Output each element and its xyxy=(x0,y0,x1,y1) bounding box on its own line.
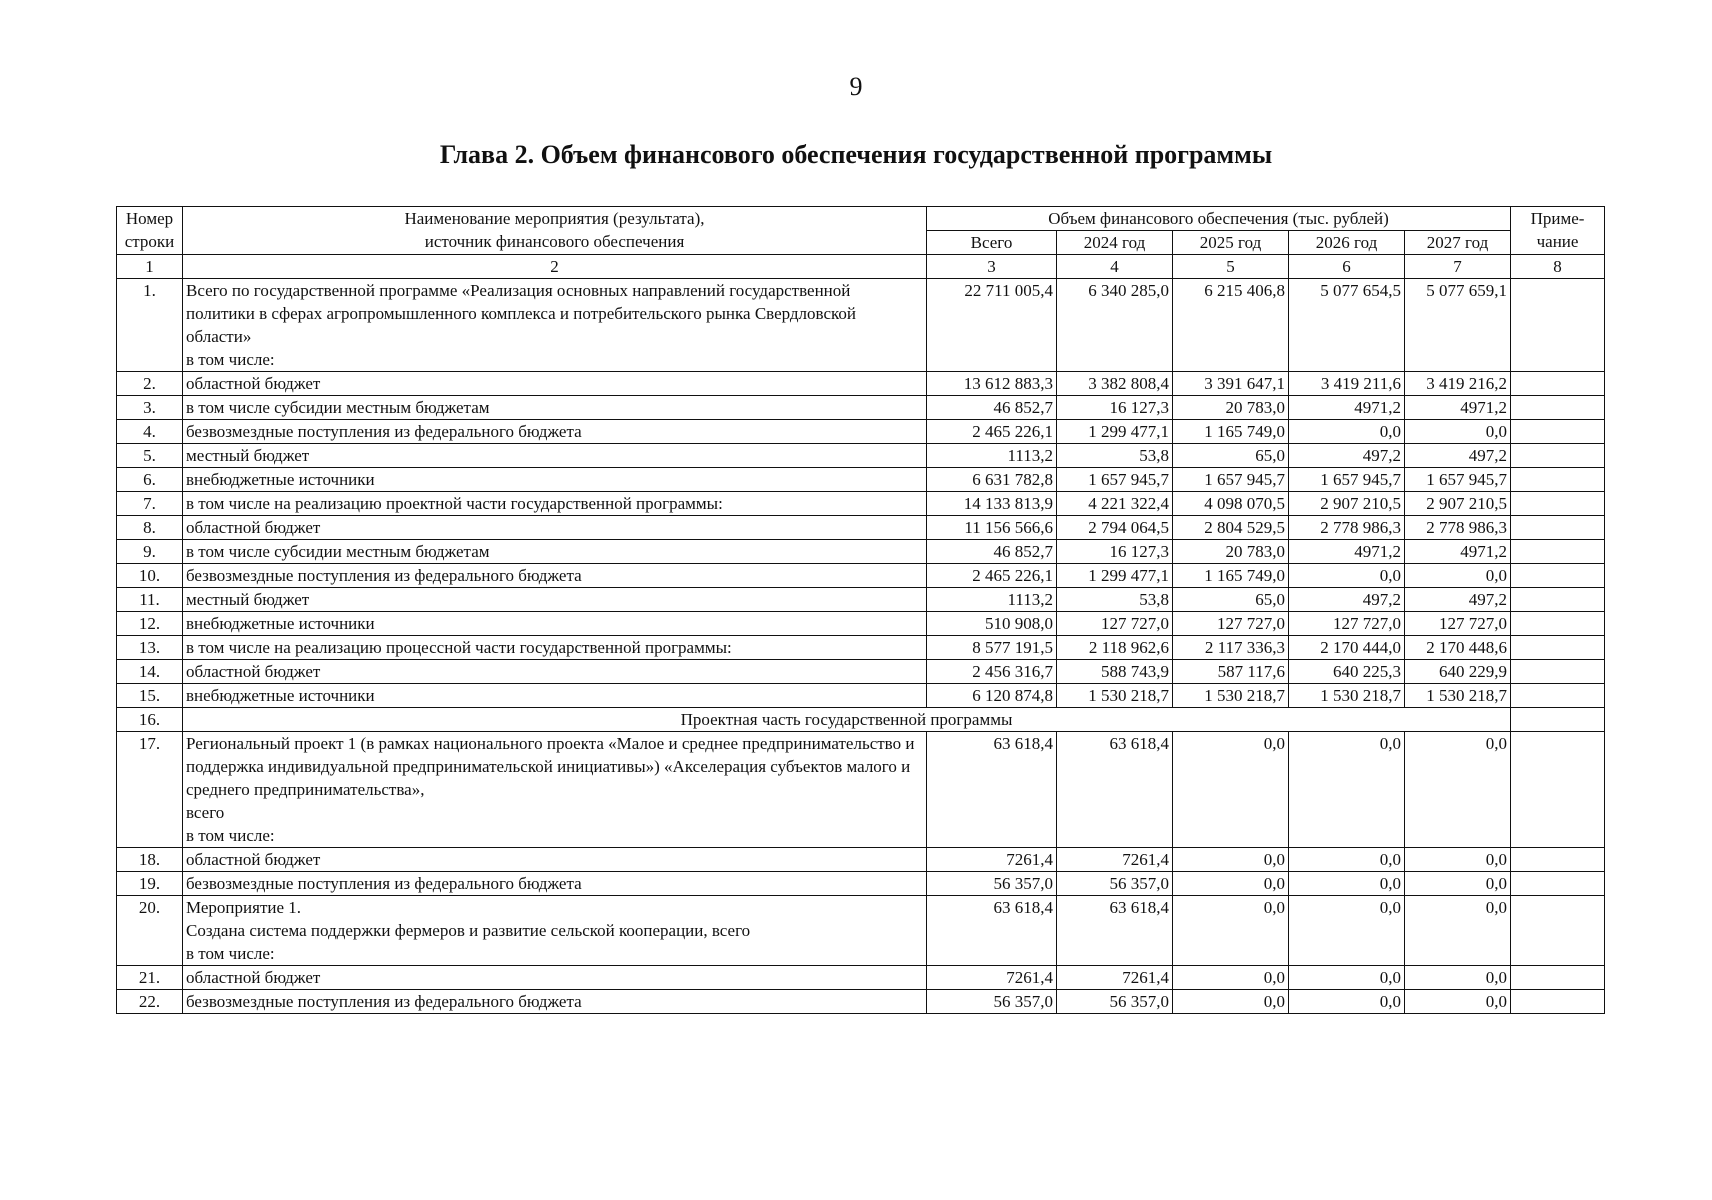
year-2026-cell: 127 727,0 xyxy=(1289,612,1405,636)
header-2024: 2024 год xyxy=(1057,231,1173,255)
row-name-cell: областной бюджет xyxy=(183,516,927,540)
row-name-cell: Региональный проект 1 (в рамках национального проекта «Малое и среднее предпринимательство и поддержка индивидуальной предпринимательской инициативы») «Акселерация субъектов малого и среднего предпринимательства», всего в том числе: xyxy=(183,732,927,848)
table-row xyxy=(117,872,1605,896)
year-2026-cell: 0,0 xyxy=(1289,848,1405,872)
year-2025-cell: 6 215 406,8 xyxy=(1173,279,1289,372)
table-row xyxy=(117,896,1605,966)
note-cell xyxy=(1511,990,1605,1014)
row-number-cell: 2. xyxy=(117,372,183,396)
year-2027-cell: 1 657 945,7 xyxy=(1405,468,1511,492)
year-2024-cell: 2 118 962,6 xyxy=(1057,636,1173,660)
header-note: Приме- чание xyxy=(1511,207,1605,255)
note-cell xyxy=(1511,279,1605,372)
year-2026-cell: 2 907 210,5 xyxy=(1289,492,1405,516)
row-name-cell: безвозмездные поступления из федерального бюджета xyxy=(183,990,927,1014)
row-name-cell: безвозмездные поступления из федерального бюджета xyxy=(183,872,927,896)
table-row xyxy=(117,540,1605,564)
note-cell xyxy=(1511,872,1605,896)
year-2025-cell: 1 657 945,7 xyxy=(1173,468,1289,492)
total-cell: 56 357,0 xyxy=(927,990,1057,1014)
row-name-cell: внебюджетные источники xyxy=(183,612,927,636)
year-2027-cell: 2 778 986,3 xyxy=(1405,516,1511,540)
total-cell: 7261,4 xyxy=(927,966,1057,990)
note-cell xyxy=(1511,612,1605,636)
row-number-cell: 9. xyxy=(117,540,183,564)
year-2027-cell: 127 727,0 xyxy=(1405,612,1511,636)
year-2024-cell: 1 299 477,1 xyxy=(1057,564,1173,588)
page-number: 9 xyxy=(849,72,863,101)
row-name-cell: Всего по государственной программе «Реализация основных направлений государственной политики в сферах агропромышленного комплекса и потребительского рынка Свердловской области» в том числе: xyxy=(183,279,927,372)
year-2027-cell: 497,2 xyxy=(1405,588,1511,612)
note-cell xyxy=(1511,684,1605,708)
note-cell xyxy=(1511,468,1605,492)
year-2026-cell: 2 778 986,3 xyxy=(1289,516,1405,540)
year-2027-cell: 0,0 xyxy=(1405,564,1511,588)
year-2026-cell: 4971,2 xyxy=(1289,540,1405,564)
header-2026: 2026 год xyxy=(1289,231,1405,255)
note-cell xyxy=(1511,396,1605,420)
note-cell xyxy=(1511,492,1605,516)
table-row xyxy=(117,636,1605,660)
year-2025-cell: 1 165 749,0 xyxy=(1173,564,1289,588)
year-2024-cell: 53,8 xyxy=(1057,444,1173,468)
total-cell: 1113,2 xyxy=(927,444,1057,468)
section-title: Проектная часть государственной программы xyxy=(183,708,1511,732)
note-cell xyxy=(1511,540,1605,564)
column-number: 7 xyxy=(1405,255,1511,279)
year-2025-cell: 4 098 070,5 xyxy=(1173,492,1289,516)
table-row xyxy=(117,372,1605,396)
year-2025-cell: 127 727,0 xyxy=(1173,612,1289,636)
year-2027-cell: 2 907 210,5 xyxy=(1405,492,1511,516)
year-2024-cell: 1 299 477,1 xyxy=(1057,420,1173,444)
header-total: Всего xyxy=(927,231,1057,255)
year-2026-cell: 640 225,3 xyxy=(1289,660,1405,684)
table-row xyxy=(117,516,1605,540)
year-2024-cell: 16 127,3 xyxy=(1057,540,1173,564)
note-cell xyxy=(1511,372,1605,396)
year-2025-cell: 587 117,6 xyxy=(1173,660,1289,684)
note-cell xyxy=(1511,708,1605,732)
row-number-cell: 12. xyxy=(117,612,183,636)
column-number: 6 xyxy=(1289,255,1405,279)
row-number-cell: 16. xyxy=(117,708,183,732)
column-number-row xyxy=(117,255,1605,279)
year-2027-cell: 0,0 xyxy=(1405,732,1511,848)
year-2024-cell: 7261,4 xyxy=(1057,848,1173,872)
table-row xyxy=(117,564,1605,588)
year-2024-cell: 4 221 322,4 xyxy=(1057,492,1173,516)
year-2024-cell: 56 357,0 xyxy=(1057,872,1173,896)
year-2026-cell: 2 170 444,0 xyxy=(1289,636,1405,660)
row-number-cell: 17. xyxy=(117,732,183,848)
table-row xyxy=(117,588,1605,612)
header-row-number: Номер строки xyxy=(117,207,183,255)
row-number-cell: 15. xyxy=(117,684,183,708)
year-2027-cell: 0,0 xyxy=(1405,966,1511,990)
year-2027-cell: 4971,2 xyxy=(1405,396,1511,420)
section-row xyxy=(117,708,1605,732)
year-2025-cell: 0,0 xyxy=(1173,896,1289,966)
note-cell xyxy=(1511,636,1605,660)
row-number-cell: 19. xyxy=(117,872,183,896)
year-2027-cell: 0,0 xyxy=(1405,848,1511,872)
header-2025: 2025 год xyxy=(1173,231,1289,255)
total-cell: 2 465 226,1 xyxy=(927,420,1057,444)
year-2026-cell: 5 077 654,5 xyxy=(1289,279,1405,372)
row-name-cell: областной бюджет xyxy=(183,966,927,990)
table-row xyxy=(117,660,1605,684)
total-cell: 6 631 782,8 xyxy=(927,468,1057,492)
total-cell: 13 612 883,3 xyxy=(927,372,1057,396)
row-name-cell: безвозмездные поступления из федерального бюджета xyxy=(183,564,927,588)
year-2026-cell: 497,2 xyxy=(1289,588,1405,612)
year-2027-cell: 0,0 xyxy=(1405,872,1511,896)
header-volume-group: Объем финансового обеспечения (тыс. рублей) xyxy=(927,207,1511,231)
note-cell xyxy=(1511,516,1605,540)
row-name-cell: местный бюджет xyxy=(183,588,927,612)
note-cell xyxy=(1511,660,1605,684)
row-number-cell: 11. xyxy=(117,588,183,612)
row-number-cell: 5. xyxy=(117,444,183,468)
total-cell: 46 852,7 xyxy=(927,396,1057,420)
year-2024-cell: 1 657 945,7 xyxy=(1057,468,1173,492)
table-row xyxy=(117,444,1605,468)
row-name-cell: областной бюджет xyxy=(183,372,927,396)
note-cell xyxy=(1511,588,1605,612)
financing-table xyxy=(116,206,1605,1014)
year-2024-cell: 3 382 808,4 xyxy=(1057,372,1173,396)
table-row xyxy=(117,966,1605,990)
year-2026-cell: 0,0 xyxy=(1289,564,1405,588)
total-cell: 510 908,0 xyxy=(927,612,1057,636)
table-row xyxy=(117,848,1605,872)
total-cell: 1113,2 xyxy=(927,588,1057,612)
year-2026-cell: 497,2 xyxy=(1289,444,1405,468)
year-2025-cell: 65,0 xyxy=(1173,588,1289,612)
total-cell: 63 618,4 xyxy=(927,896,1057,966)
row-number-cell: 7. xyxy=(117,492,183,516)
note-cell xyxy=(1511,420,1605,444)
table-row xyxy=(117,990,1605,1014)
header-name: Наименование мероприятия (результата), источник финансового обеспечения xyxy=(183,207,927,255)
year-2025-cell: 1 165 749,0 xyxy=(1173,420,1289,444)
row-name-cell: внебюджетные источники xyxy=(183,468,927,492)
header-2027: 2027 год xyxy=(1405,231,1511,255)
row-number-cell: 6. xyxy=(117,468,183,492)
total-cell: 2 465 226,1 xyxy=(927,564,1057,588)
row-name-cell: в том числе субсидии местным бюджетам xyxy=(183,396,927,420)
year-2027-cell: 640 229,9 xyxy=(1405,660,1511,684)
row-name-cell: в том числе субсидии местным бюджетам xyxy=(183,540,927,564)
total-cell: 56 357,0 xyxy=(927,872,1057,896)
year-2027-cell: 0,0 xyxy=(1405,420,1511,444)
year-2025-cell: 0,0 xyxy=(1173,848,1289,872)
year-2025-cell: 0,0 xyxy=(1173,732,1289,848)
row-number-cell: 13. xyxy=(117,636,183,660)
year-2024-cell: 588 743,9 xyxy=(1057,660,1173,684)
year-2026-cell: 0,0 xyxy=(1289,872,1405,896)
note-cell xyxy=(1511,444,1605,468)
total-cell: 6 120 874,8 xyxy=(927,684,1057,708)
year-2027-cell: 0,0 xyxy=(1405,896,1511,966)
table-row xyxy=(117,279,1605,372)
row-number-cell: 4. xyxy=(117,420,183,444)
year-2025-cell: 2 804 529,5 xyxy=(1173,516,1289,540)
row-name-cell: в том числе на реализацию процессной части государственной программы: xyxy=(183,636,927,660)
year-2024-cell: 6 340 285,0 xyxy=(1057,279,1173,372)
year-2024-cell: 127 727,0 xyxy=(1057,612,1173,636)
note-cell xyxy=(1511,896,1605,966)
total-cell: 8 577 191,5 xyxy=(927,636,1057,660)
column-number: 3 xyxy=(927,255,1057,279)
year-2024-cell: 53,8 xyxy=(1057,588,1173,612)
total-cell: 7261,4 xyxy=(927,848,1057,872)
row-name-cell: областной бюджет xyxy=(183,848,927,872)
row-number-cell: 18. xyxy=(117,848,183,872)
year-2027-cell: 1 530 218,7 xyxy=(1405,684,1511,708)
year-2026-cell: 1 657 945,7 xyxy=(1289,468,1405,492)
column-number: 4 xyxy=(1057,255,1173,279)
row-number-cell: 20. xyxy=(117,896,183,966)
year-2024-cell: 2 794 064,5 xyxy=(1057,516,1173,540)
year-2026-cell: 4971,2 xyxy=(1289,396,1405,420)
year-2027-cell: 3 419 216,2 xyxy=(1405,372,1511,396)
year-2024-cell: 63 618,4 xyxy=(1057,732,1173,848)
row-name-cell: безвозмездные поступления из федерального бюджета xyxy=(183,420,927,444)
table-row xyxy=(117,732,1605,848)
year-2026-cell: 1 530 218,7 xyxy=(1289,684,1405,708)
year-2025-cell: 20 783,0 xyxy=(1173,396,1289,420)
year-2024-cell: 7261,4 xyxy=(1057,966,1173,990)
year-2024-cell: 63 618,4 xyxy=(1057,896,1173,966)
row-name-cell: Мероприятие 1. Создана система поддержки фермеров и развитие сельской кооперации, всего в том числе: xyxy=(183,896,927,966)
total-cell: 14 133 813,9 xyxy=(927,492,1057,516)
row-name-cell: в том числе на реализацию проектной части государственной программы: xyxy=(183,492,927,516)
total-cell: 2 456 316,7 xyxy=(927,660,1057,684)
row-number-cell: 14. xyxy=(117,660,183,684)
column-number: 2 xyxy=(183,255,927,279)
year-2025-cell: 20 783,0 xyxy=(1173,540,1289,564)
year-2027-cell: 4971,2 xyxy=(1405,540,1511,564)
row-number-cell: 22. xyxy=(117,990,183,1014)
table-row xyxy=(117,468,1605,492)
year-2026-cell: 0,0 xyxy=(1289,966,1405,990)
header-row-1 xyxy=(117,207,1605,231)
year-2026-cell: 0,0 xyxy=(1289,990,1405,1014)
row-number-cell: 3. xyxy=(117,396,183,420)
total-cell: 63 618,4 xyxy=(927,732,1057,848)
year-2026-cell: 0,0 xyxy=(1289,732,1405,848)
year-2027-cell: 497,2 xyxy=(1405,444,1511,468)
year-2026-cell: 0,0 xyxy=(1289,420,1405,444)
total-cell: 46 852,7 xyxy=(927,540,1057,564)
year-2027-cell: 5 077 659,1 xyxy=(1405,279,1511,372)
table-row xyxy=(117,612,1605,636)
column-number: 8 xyxy=(1511,255,1605,279)
year-2025-cell: 65,0 xyxy=(1173,444,1289,468)
column-number: 1 xyxy=(117,255,183,279)
row-number-cell: 21. xyxy=(117,966,183,990)
year-2025-cell: 0,0 xyxy=(1173,966,1289,990)
table-row xyxy=(117,420,1605,444)
year-2026-cell: 3 419 211,6 xyxy=(1289,372,1405,396)
year-2025-cell: 0,0 xyxy=(1173,872,1289,896)
year-2025-cell: 3 391 647,1 xyxy=(1173,372,1289,396)
row-name-cell: внебюджетные источники xyxy=(183,684,927,708)
table-row xyxy=(117,396,1605,420)
column-number: 5 xyxy=(1173,255,1289,279)
year-2025-cell: 1 530 218,7 xyxy=(1173,684,1289,708)
page-title: Глава 2. Объем финансового обеспечения государственной программы xyxy=(439,140,1273,169)
year-2027-cell: 0,0 xyxy=(1405,990,1511,1014)
total-cell: 22 711 005,4 xyxy=(927,279,1057,372)
note-cell xyxy=(1511,966,1605,990)
year-2024-cell: 1 530 218,7 xyxy=(1057,684,1173,708)
table-row xyxy=(117,684,1605,708)
row-number-cell: 10. xyxy=(117,564,183,588)
total-cell: 11 156 566,6 xyxy=(927,516,1057,540)
note-cell xyxy=(1511,564,1605,588)
year-2025-cell: 2 117 336,3 xyxy=(1173,636,1289,660)
row-number-cell: 8. xyxy=(117,516,183,540)
note-cell xyxy=(1511,732,1605,848)
row-name-cell: местный бюджет xyxy=(183,444,927,468)
row-name-cell: областной бюджет xyxy=(183,660,927,684)
year-2026-cell: 0,0 xyxy=(1289,896,1405,966)
year-2024-cell: 16 127,3 xyxy=(1057,396,1173,420)
year-2025-cell: 0,0 xyxy=(1173,990,1289,1014)
year-2027-cell: 2 170 448,6 xyxy=(1405,636,1511,660)
table-row xyxy=(117,492,1605,516)
note-cell xyxy=(1511,848,1605,872)
year-2024-cell: 56 357,0 xyxy=(1057,990,1173,1014)
row-number-cell: 1. xyxy=(117,279,183,372)
